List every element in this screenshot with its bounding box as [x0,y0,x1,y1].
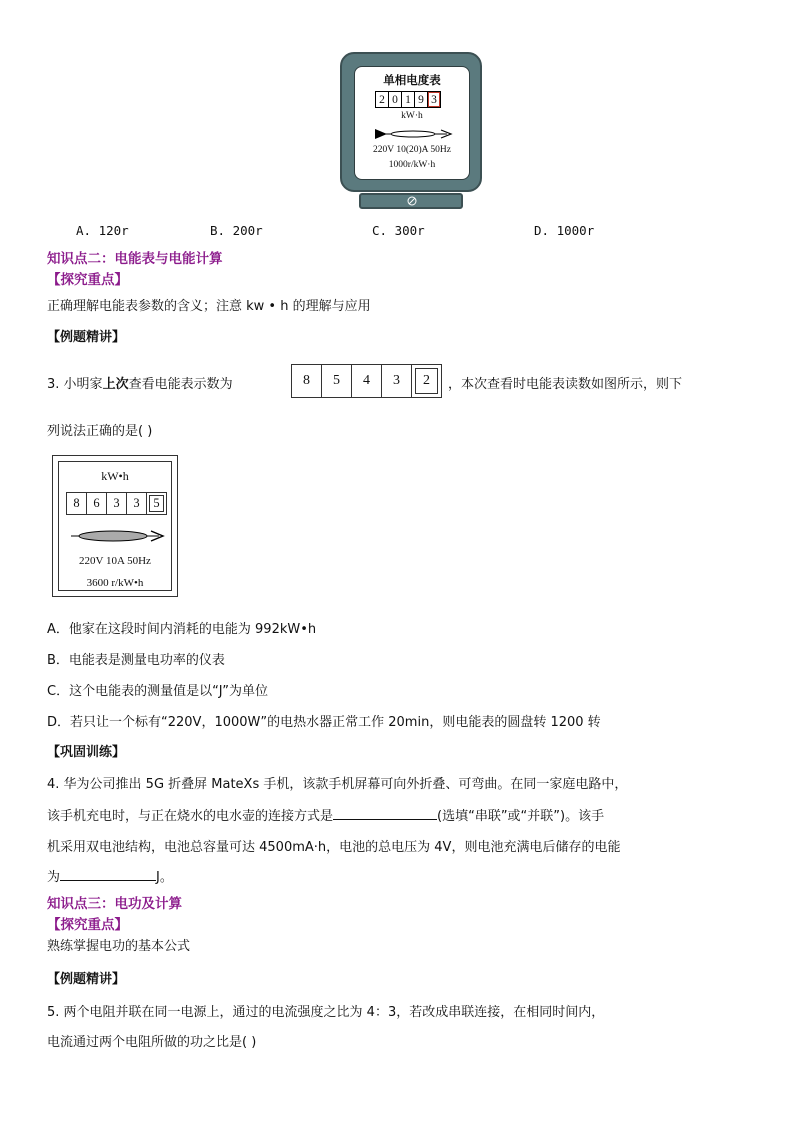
option-d: D. 1000r [534,223,595,238]
q3-option-b: B．电能表是测量电功率的仪表 [47,653,225,668]
section-heading: 知识点三：电功及计算 [47,896,182,912]
option-b: B. 200r [210,223,263,238]
electric-meter-image [340,52,482,192]
answer-blank[interactable] [333,806,437,820]
q3-option-a: A．他家在这段时间内消耗的电能为 992kW•h [47,622,317,637]
question-3-line2: 列说法正确的是( ) [47,424,153,439]
question-3-line1-post: ，本次查看时电能表读数如图所示，则下 [448,377,683,392]
q3-option-c: C．这个电能表的测量值是以“J”为单位 [47,684,268,699]
meter-digits [375,91,441,108]
option-c: C. 300r [372,223,425,238]
reading-digit: 3 [382,365,412,397]
meter-disc-arrow-icon [67,526,167,546]
reading-digit: 5 [322,365,352,397]
meter-spec: 220V 10A 50Hz [79,555,151,567]
question-3-line1: 3. 小明家上次查看电能表示数为 [47,377,233,392]
section-heading: 知识点二：电能表与电能计算 [47,251,223,267]
reading-digit: 4 [352,365,382,397]
meter-digit: 2 [376,92,389,107]
consolidate-label: 【巩固训练】 [47,745,126,760]
meter-face [354,66,470,180]
explore-label: 【探究重点】 [47,272,128,288]
meter-digit: 3 [127,493,147,514]
reading-digit: 8 [292,365,322,397]
explore-text: 正确理解电能表参数的含义；注意 kw • h 的理解与应用 [47,299,371,314]
meter-digits [66,492,167,515]
current-meter-image [52,455,178,597]
explore-text: 熟练掌握电功的基本公式 [47,939,191,954]
answer-blank[interactable] [60,867,156,881]
meter-title: 单相电度表 [383,73,441,87]
explore-label: 【探究重点】 [47,917,128,933]
meter-rev: 1000r/kW·h [388,160,436,170]
meter-digit: 6 [87,493,107,514]
question-4-line4: 为 J。 [47,866,173,885]
question-4-line1: 4. 华为公司推出 5G 折叠屏 MateXs 手机，该款手机屏幕可向外折叠、可弯曲。在同一家庭电路中， [47,777,628,792]
meter-digit: 8 [67,493,87,514]
question-4-line2: 该手机充电时，与正在烧水的电水壶的连接方式是 (选填“串联”或“并联”)。该手 [47,805,604,824]
meter-digit-decimal: 3 [428,92,440,107]
meter-unit: kW•h [101,469,129,483]
option-a: A. 120r [76,223,129,238]
previous-reading-box [291,364,442,398]
meter-face [58,461,172,591]
meter-rev: 3600 r/kW•h [86,577,144,589]
meter-disc-arrow-icon [373,127,453,141]
meter-digit: 0 [389,92,402,107]
q3-option-d: D．若只让一个标有“220V，1000W”的电热水器正常工作 20min，则电能表的圆盘转 1200 转 [47,715,601,730]
meter-digit: 3 [107,493,127,514]
meter-terminal-box [359,193,463,209]
terminal-screw-icon [405,195,419,207]
example-label: 【例题精讲】 [47,330,126,345]
question-5-line1: 5. 两个电阻并联在同一电源上，通过的电流强度之比为 4：3，若改成串联连接，在相同时间内， [47,1005,605,1020]
question-5-line2: 电流通过两个电阻所做的功之比是( ) [47,1035,257,1050]
example-label: 【例题精讲】 [47,972,126,987]
question-4-line3: 机采用双电池结构，电池总容量可达 4500mA·h，电池的总电压为 4V，则电池充满电后储存的电能 [47,840,621,855]
reading-digit-decimal: 2 [412,365,441,397]
meter-digit: 9 [415,92,428,107]
meter-spec: 220V 10(20)A 50Hz [373,145,451,155]
meter-digit-decimal: 5 [147,493,166,514]
meter-unit: kW·h [401,111,423,121]
meter-digit: 1 [402,92,415,107]
